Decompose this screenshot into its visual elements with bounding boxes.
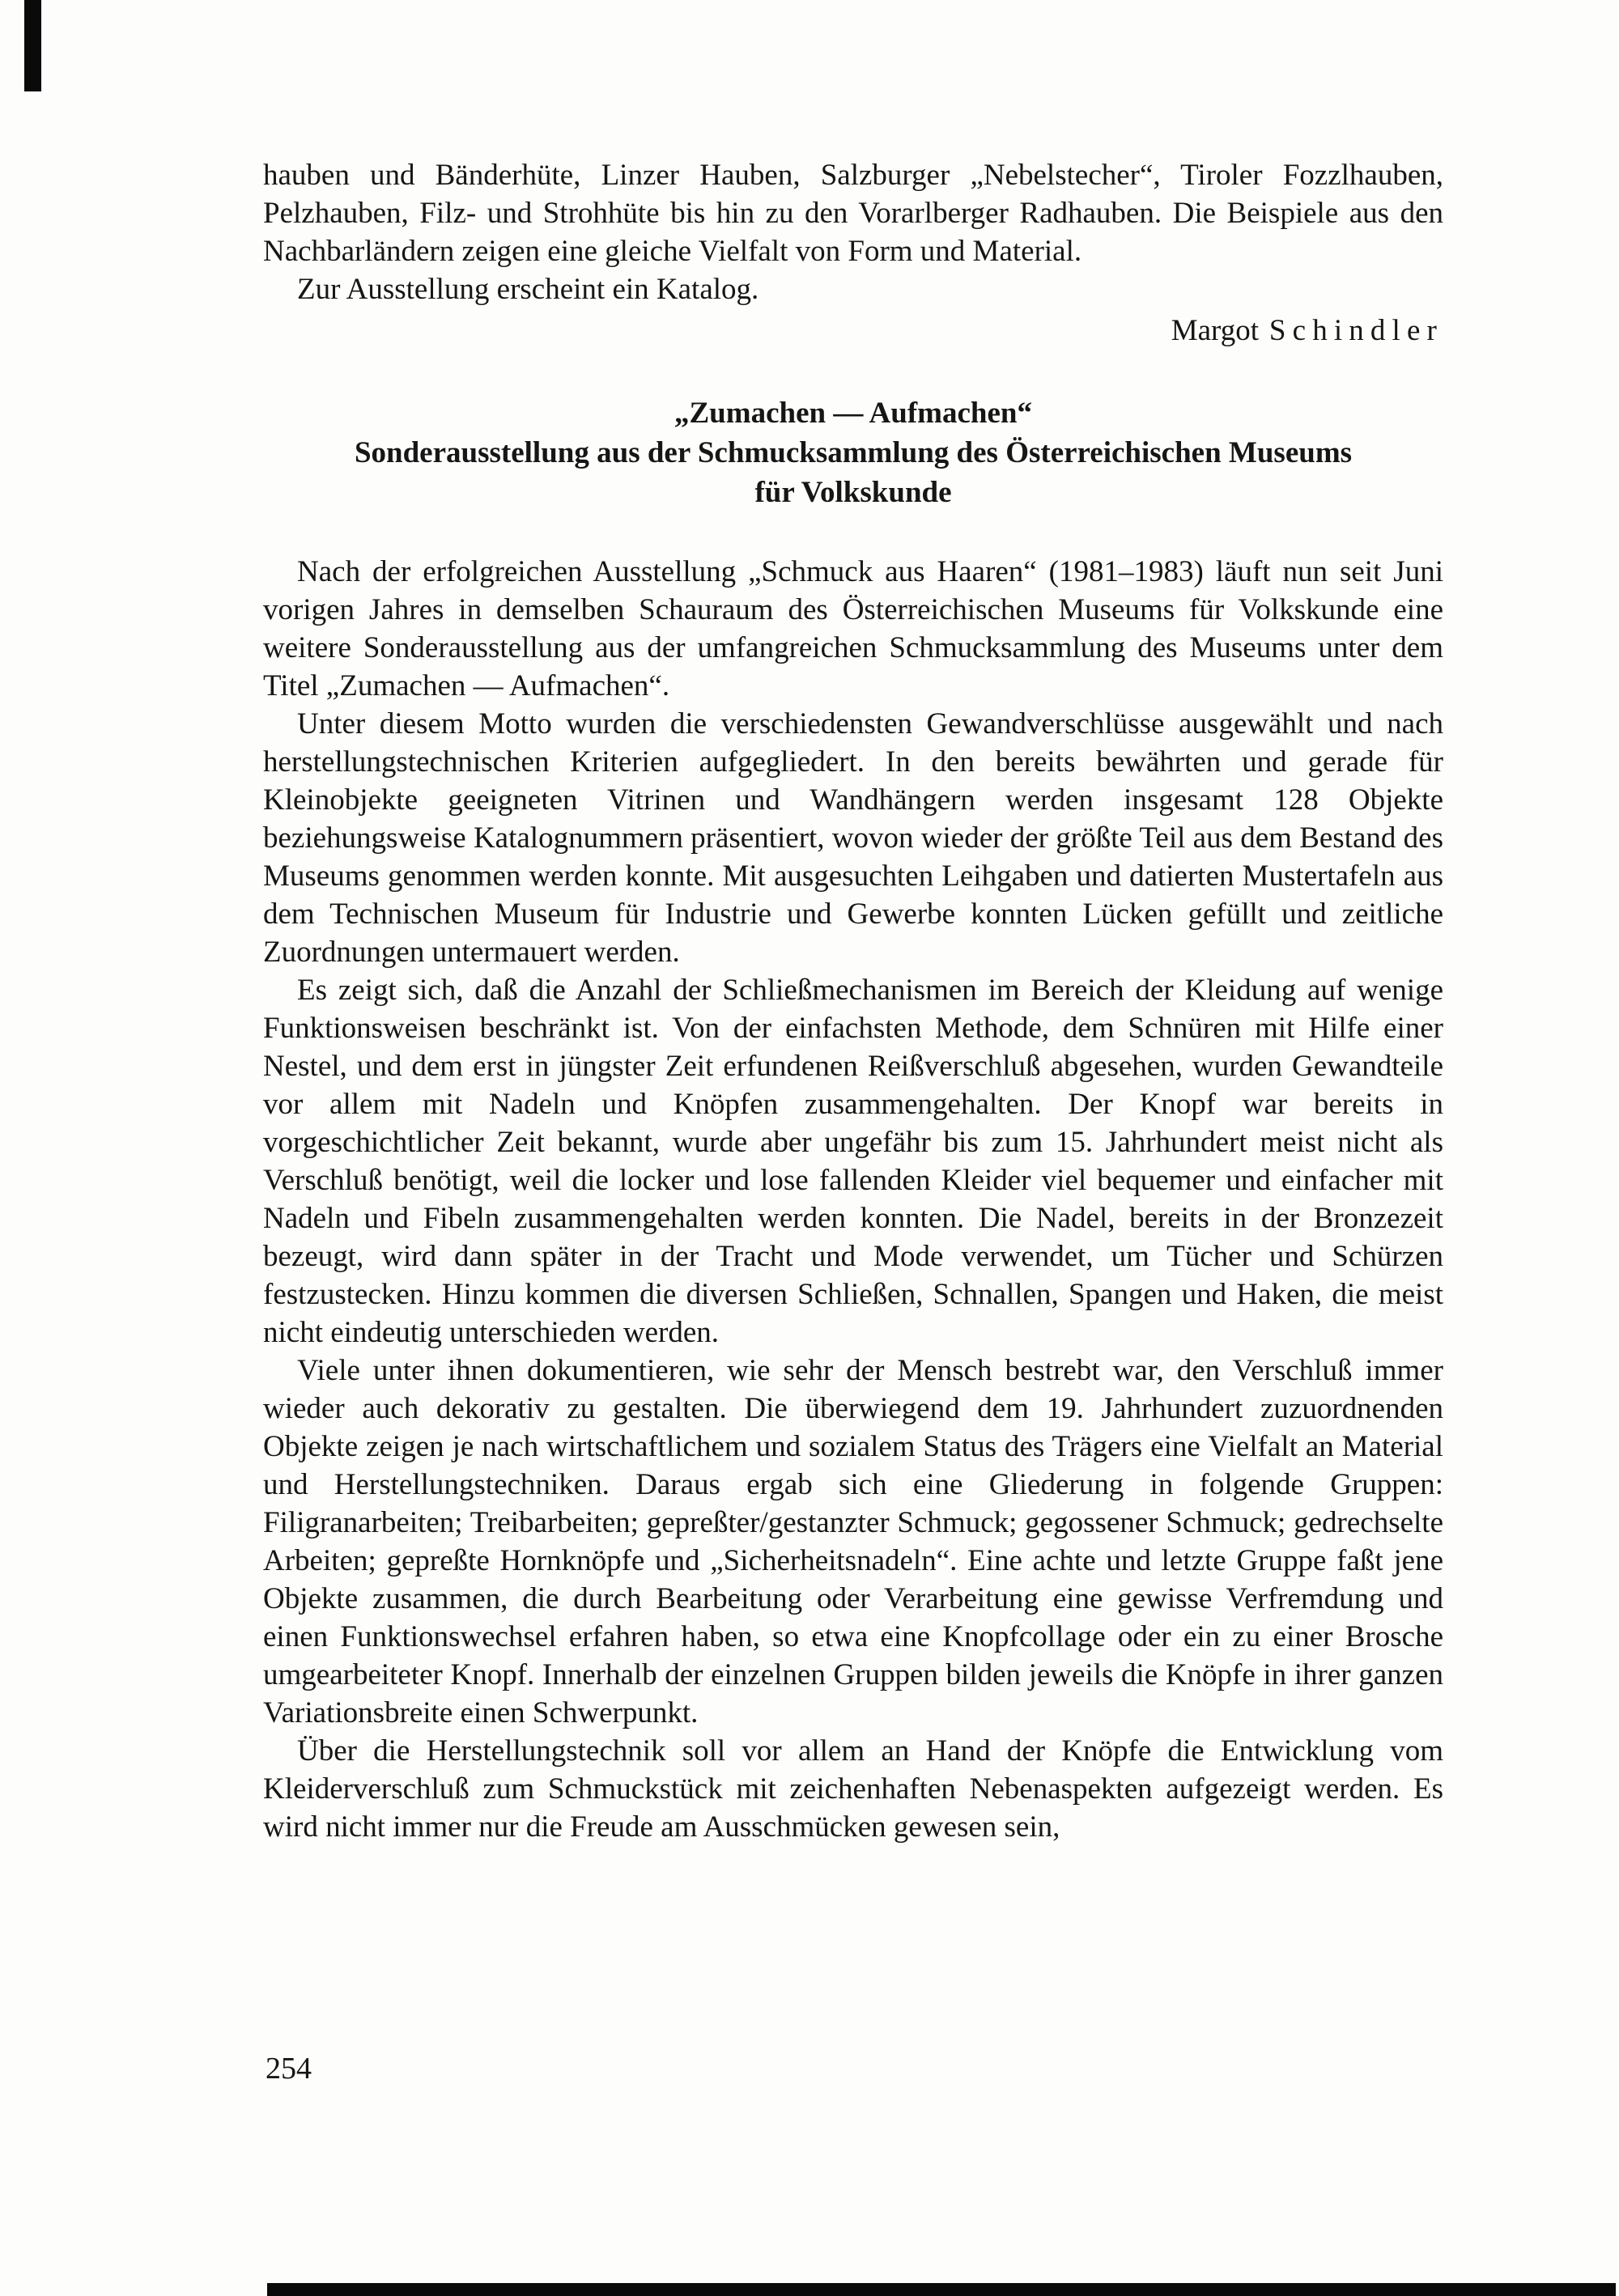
article-title-line-1: „Zumachen — Aufmachen“ xyxy=(674,397,1032,430)
article-title xyxy=(263,393,1443,512)
page-number: 254 xyxy=(266,2052,312,2086)
paragraph-3: Es zeigt sich, daß die Anzahl der Schließmechanismen im Bereich der Kleidung auf wenige Funktionsweisen beschränkt ist. Von der einfachsten Methode, dem Schnüren mit Hilfe einer Nestel, und dem erst in jüngster Zeit erfundenen Reißverschluß abgesehen, wurden Gewandteile vor allem mit Nadeln und Knöpfen zusammengehalten. Der Knopf war bereits in vorgeschichtlicher Zeit bekannt, wurde aber ungefähr bis zum 15. Jahrhundert meist nicht als Verschluß benötigt, weil die locker und lose fallenden Kleider viel bequemer und einfacher mit Nadeln und Fibeln zusammengehalten werden konnten. Die Nadel, bereits in der Bronzezeit bezeugt, wird dann später in der Tracht und Mode verwendet, um Tücher und Schürzen festzustecken. Hinzu kommen die diversen Schließen, Schnallen, Spangen und Haken, die meist nicht eindeutig unterschieden werden. xyxy=(263,974,1443,1349)
scan-artifact-bottom-edge xyxy=(267,2283,1616,2296)
article-title-line-2: Sonderausstellung aus der Schmucksammlung des Österreichischen Museums xyxy=(354,436,1353,469)
paragraph-5: Über die Herstellungstechnik soll vor allem an Hand der Knöpfe die Entwicklung vom Kleiderverschluß zum Schmuckstück mit zeichenhaften Nebenaspekten aufgezeigt werden. Es wird nicht immer nur die Freude am Ausschmücken gewesen sein, xyxy=(263,1734,1443,1844)
author-signature xyxy=(263,312,1443,350)
text-block xyxy=(263,156,1443,1846)
paragraph-2: Unter diesem Motto wurden die verschiedensten Gewandverschlüsse ausgewählt und nach herstellungstechnischen Kriterien aufgegliedert. In den bereits bewährten und gerade für Kleinobjekte geeigneten Vitrinen und Wandhängern werden insgesamt 128 Objekte beziehungsweise Katalognummern präsentiert, wovon wieder der größte Teil aus dem Bestand des Museums genommen werden konnte. Mit ausgesuchten Leihgaben und datierten Mustertafeln aus dem Technischen Museum für Industrie und Gewerbe konnten Lücken gefüllt und zeitliche Zuordnungen untermauert werden. xyxy=(263,707,1443,969)
continuation-paragraph: hauben und Bänderhüte, Linzer Hauben, Salzburger „Nebelstecher“, Tiroler Fozzlhauben, Pelzhauben, Filz- und Strohhüte bis hin zu den Vorarlberger Radhauben. Die Beispiele aus den Nachbarländern zeigen eine gleiche Vielfalt von Form und Material. xyxy=(263,159,1443,268)
scan-artifact-top-left xyxy=(24,0,41,91)
paragraph-1: Nach der erfolgreichen Ausstellung „Schmuck aus Haaren“ (1981–1983) läuft nun seit Juni vorigen Jahres in demselben Schauraum des Österreichischen Museums für Volkskunde eine weitere Sonderausstellung aus der umfangreichen Schmucksammlung des Museums unter dem Titel „Zumachen — Aufmachen“. xyxy=(263,555,1443,702)
author-first-name: Margot xyxy=(1171,314,1259,347)
author-last-name: Schindler xyxy=(1268,314,1443,347)
article-title-line-3: für Volkskunde xyxy=(754,476,952,509)
paragraph-4: Viele unter ihnen dokumentieren, wie sehr der Mensch bestrebt war, den Verschluß immer wieder auch dekorativ zu gestalten. Die überwiegend dem 19. Jahrhundert zuzuordnenden Objekte zeigen je nach wirtschaftlichem und sozialem Status des Trägers eine Vielfalt an Material und Herstellungstechniken. Daraus ergab sich eine Gliederung in folgende Gruppen: Filigranarbeiten; Treibarbeiten; gepreßter/gestanzter Schmuck; gegossener Schmuck; gedrechselte Arbeiten; gepreßte Hornknöpfe und „Sicherheitsnadeln“. Eine achte und letzte Gruppe faßt jene Objekte zusammen, die durch Bearbeitung oder Verarbeitung eine gewisse Verfremdung und einen Funktionswechsel erfahren haben, so etwa eine Knopfcollage oder ein zu einer Brosche umgearbeiteter Knopf. Innerhalb der einzelnen Gruppen bilden jeweils die Knöpfe in ihrer ganzen Variationsbreite einen Schwerpunkt. xyxy=(263,1354,1443,1729)
catalog-note: Zur Ausstellung erscheint ein Katalog. xyxy=(297,273,759,306)
